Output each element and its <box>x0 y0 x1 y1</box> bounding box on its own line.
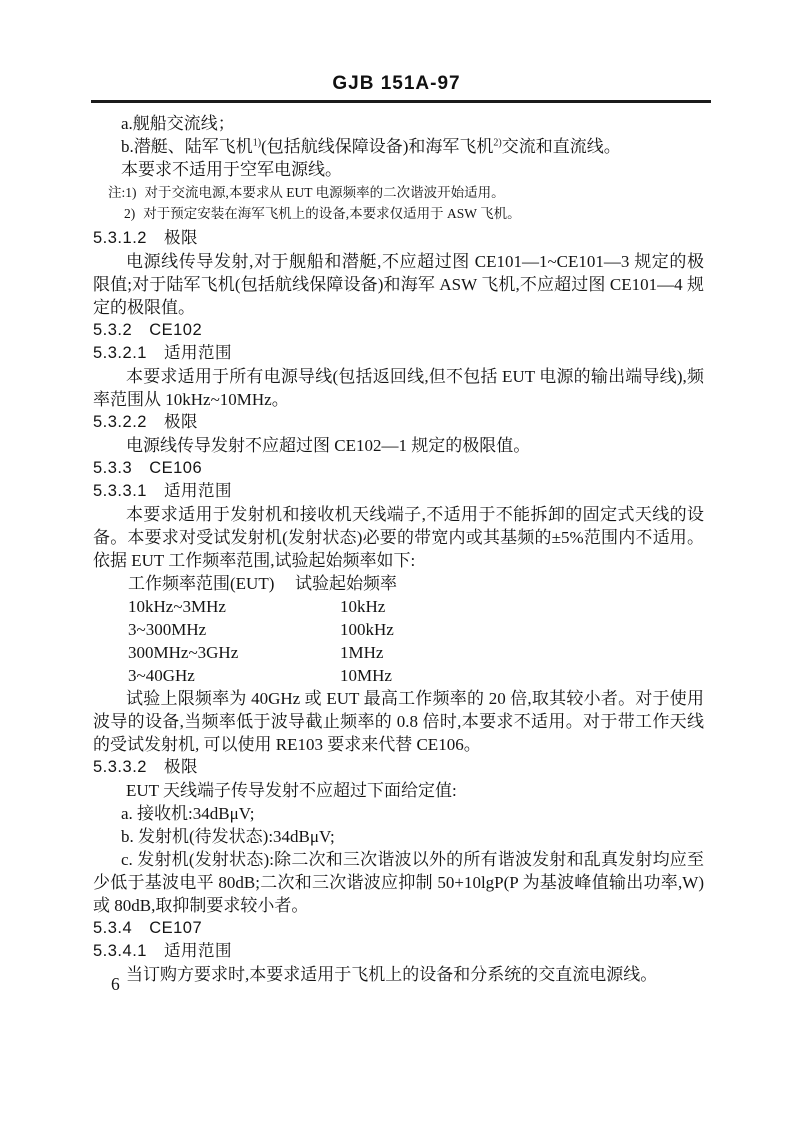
frequency-range-cell: 300MHz~3GHz <box>128 643 239 662</box>
item-b-text-pre: b.潜艇、陆军飞机 <box>121 137 253 156</box>
frequency-range-cell: 3~300MHz <box>128 620 207 639</box>
frequency-range-cell: 10kHz~3MHz <box>128 597 226 616</box>
note-1 <box>93 182 704 203</box>
frequency-range-column-header: 工作频率范围(EUT) <box>128 574 275 593</box>
footnote-ref-1: 1) <box>252 137 262 149</box>
start-frequency-cell: 10kHz <box>340 597 386 616</box>
note-1-text: 对于交流电源,本要求从 EUT 电源频率的二次谐波开始适用。 <box>144 185 505 200</box>
section-heading-5-3-4-1: 5.3.4.1 适用范围 <box>93 942 232 960</box>
section-heading-5-3-3-1: 5.3.3.1 适用范围 <box>93 482 232 500</box>
page-number: 6 <box>111 974 120 994</box>
table-row <box>93 664 704 687</box>
section-heading-5-3-1-2: 5.3.1.2 极限 <box>93 229 198 247</box>
footnote-ref-2: 2) <box>493 137 502 149</box>
section-5-3-3-1-paragraph-2: 试验上限频率为 40GHz 或 EUT 最高工作频率的 20 倍,取其较小者。对于使用波导的设备,当频率低于波导截止频率的 0.8 倍时,本要求不适用。对于带工作天线的受试发射机, 可以使用 RE103 要求来代替 CE106。 <box>93 689 704 754</box>
note-2-label: 2) <box>124 206 136 221</box>
start-frequency-cell: 100kHz <box>340 620 394 639</box>
section-heading-5-3-3: 5.3.3 CE106 <box>93 459 203 477</box>
document-content <box>93 112 704 986</box>
list-item-a: a.舰船交流线； <box>121 114 235 133</box>
table-row <box>93 641 704 664</box>
note-2-text: 对于预定安装在海军飞机上的设备,本要求仅适用于 ASW 飞机。 <box>143 206 521 221</box>
table-row <box>93 595 704 618</box>
standard-number: GJB 151A-97 <box>332 73 461 94</box>
start-frequency-cell: 1MHz <box>340 643 384 662</box>
frequency-table <box>93 572 704 687</box>
section-5-3-2-1-paragraph: 本要求适用于所有电源导线(包括返回线,但不包括 EUT 电源的输出端导线),频率范围从 10kHz~10MHz。 <box>93 367 704 409</box>
limit-item-c: c. 发射机(发射状态):除二次和三次谐波以外的所有谐波发射和乱真发射均应至少低于基波电平 80dB;二次和三次谐波应抑制 50+10lgP(P 为基波峰值输出功率,W)或 80dB,取抑制要求较小者。 <box>93 850 704 915</box>
table-row <box>93 618 704 641</box>
frequency-table-header-row <box>93 572 704 595</box>
paragraph-not-apply: 本要求不适用于空军电源线。 <box>121 160 342 179</box>
section-heading-5-3-2: 5.3.2 CE102 <box>93 321 203 339</box>
section-heading-5-3-3-2: 5.3.3.2 极限 <box>93 758 198 776</box>
section-heading-5-3-4: 5.3.4 CE107 <box>93 919 203 937</box>
list-item-b <box>93 135 704 158</box>
limit-item-b: b. 发射机(待发状态):34dBμV; <box>121 827 335 846</box>
header-rule <box>91 100 711 103</box>
notes-block <box>93 182 704 224</box>
section-5-3-3-2-paragraph: EUT 天线端子传导发射不应超过下面给定值: <box>126 781 457 800</box>
note-2 <box>93 203 704 224</box>
start-frequency-column-header: 试验起始频率 <box>295 574 397 593</box>
note-1-label: 注:1) <box>108 185 137 200</box>
frequency-range-cell: 3~40GHz <box>128 666 195 685</box>
limit-item-a: a. 接收机:34dBμV; <box>121 804 255 823</box>
section-5-3-2-2-paragraph: 电源线传导发射不应超过图 CE102—1 规定的极限值。 <box>126 436 531 455</box>
start-frequency-cell: 10MHz <box>340 666 392 685</box>
section-heading-5-3-2-1: 5.3.2.1 适用范围 <box>93 344 232 362</box>
section-5-3-3-1-paragraph: 本要求适用于发射机和接收机天线端子,不适用于不能拆卸的固定式天线的设备。本要求对受试发射机(发射状态)必要的带宽内或其基频的±5%范围内不适用。依据 EUT 工作频率范围,试验起始频率如下: <box>93 505 704 570</box>
section-5-3-1-2-paragraph: 电源线传导发射,对于舰船和潜艇,不应超过图 CE101—1~CE101—3 规定的极限值;对于陆军飞机(包括航线保障设备)和海军 ASW 飞机,不应超过图 CE101—4 规定的极限值。 <box>93 252 704 317</box>
item-b-text-post: 交流和直流线。 <box>501 137 621 156</box>
section-heading-5-3-2-2: 5.3.2.2 极限 <box>93 413 198 431</box>
item-b-text-mid: (包括航线保障设备)和海军飞机 <box>261 137 494 156</box>
section-5-3-4-1-paragraph: 当订购方要求时,本要求适用于飞机上的设备和分系统的交直流电源线。 <box>126 965 658 984</box>
